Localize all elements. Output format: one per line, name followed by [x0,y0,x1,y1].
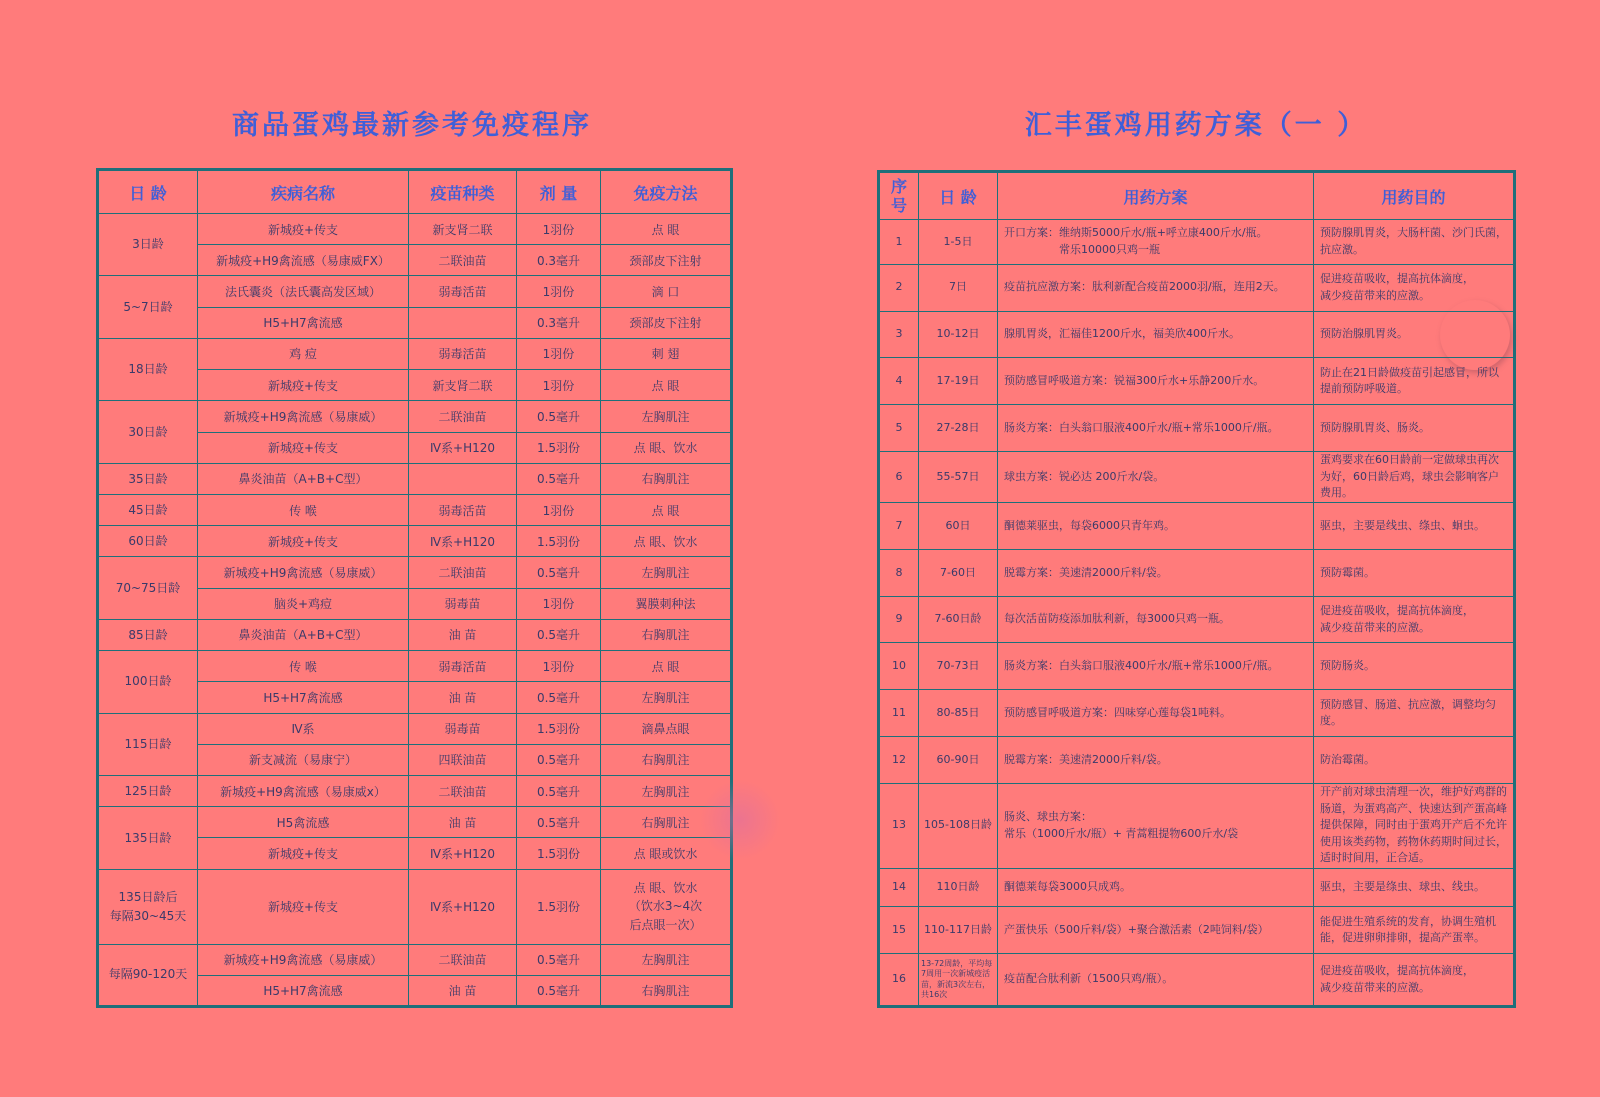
dose-cell: 1.5羽份 [517,432,601,463]
number-cell: 10 [879,643,919,690]
number-cell: 11 [879,690,919,737]
purpose-cell: 开产前对球虫清理一次，维护好鸡群的肠道，为蛋鸡高产、快速达到产蛋高峰提供保障，同时由于蛋鸡开产后不允许使用该类药物，药物休药期时间过长，适时时间用，正合适。 [1314,783,1515,868]
age-cell: 45日龄 [98,494,198,525]
age-cell: 35日龄 [98,463,198,494]
number-cell: 13 [879,783,919,868]
vaccine-program-title: 商品蛋鸡最新参考免疫程序 [232,110,592,141]
number-cell: 5 [879,405,919,452]
plan-cell: 每次活苗防疫添加肽利新，每3000只鸡一瓶。 [998,596,1314,643]
dose-cell: 1羽份 [517,338,601,369]
method-cell: 点 眼 [601,494,732,525]
vaccine-cell: 油 苗 [409,807,517,838]
table-row [98,869,732,944]
plan-cell: 酮德莱每袋3000只成鸡。 [998,868,1314,907]
method-cell: 左胸肌注 [601,682,732,713]
vaccine-header-row [98,170,732,214]
method-cell: 点 眼 [601,370,732,401]
plan-cell: 球虫方案：锐必达 200斤水/袋。 [998,451,1314,502]
table-row [98,807,732,838]
number-cell: 9 [879,596,919,643]
medicine-header-row [879,172,1515,220]
dose-cell: 1羽份 [517,370,601,401]
disease-cell: 新城疫+传支 [198,838,409,869]
age-cell: 100日龄 [98,651,198,713]
purpose-cell: 预防肠炎。 [1314,643,1515,690]
purpose-cell: 防止在21日龄做疫苗引起感冒，所以提前预防呼吸道。 [1314,358,1515,405]
header-plan: 用药方案 [998,172,1314,220]
vaccine-program-table [96,168,733,1008]
method-cell: 左胸肌注 [601,944,732,975]
table-row [98,463,732,494]
dose-cell: 1羽份 [517,276,601,307]
age-cell: 7-60日龄 [919,596,998,643]
dose-cell: 0.5毫升 [517,619,601,650]
plan-cell: 预防感冒呼吸道方案：四味穿心莲每袋1吨料。 [998,690,1314,737]
number-cell: 14 [879,868,919,907]
page-curl-shadow [1440,300,1510,370]
vaccine-cell: Ⅳ系+H120 [409,838,517,869]
method-cell: 滴 口 [601,276,732,307]
dose-cell: 0.3毫升 [517,307,601,338]
vaccine-cell: 油 苗 [409,619,517,650]
header-dose: 剂 量 [517,170,601,214]
age-cell: 125日龄 [98,775,198,806]
vaccine-cell: 二联油苗 [409,775,517,806]
number-cell: 6 [879,451,919,502]
plan-cell: 产蛋快乐（500斤料/袋）+聚合激活素（2吨饲料/袋） [998,907,1314,954]
method-cell: 右胸肌注 [601,463,732,494]
disease-cell: 传 喉 [198,651,409,682]
purpose-cell: 蛋鸡要求在60日龄前一定做球虫再次为好，60日龄后鸡，球虫会影响客户费用。 [1314,451,1515,502]
plan-cell: 酮德莱驱虫，每袋6000只青年鸡。 [998,503,1314,550]
plan-cell: 肠炎方案：白头翁口服液400斤水/瓶+常乐1000斤/瓶。 [998,643,1314,690]
vaccine-cell: 二联油苗 [409,557,517,588]
disease-cell: 鸡 痘 [198,338,409,369]
purpose-cell: 促进疫苗吸收，提高抗体滴度， 减少疫苗带来的应激。 [1314,264,1515,311]
method-cell: 颈部皮下注射 [601,307,732,338]
table-row [98,214,732,245]
table-row [98,526,732,557]
method-cell: 点 眼 [601,651,732,682]
flower-watermark [700,780,780,860]
disease-cell: 新城疫+H9禽流感（易康威FX） [198,245,409,276]
disease-cell: 脑炎+鸡痘 [198,588,409,619]
age-cell: 每隔90-120天 [98,944,198,1006]
header-age: 日 龄 [98,170,198,214]
table-row [98,651,732,682]
age-cell: 27-28日 [919,405,998,452]
dose-cell: 1.5羽份 [517,713,601,744]
plan-cell: 脱霉方案：美速清2000斤料/袋。 [998,549,1314,596]
table-row [98,619,732,650]
vaccine-cell: 弱毒活苗 [409,276,517,307]
dose-cell: 1.5羽份 [517,526,601,557]
vaccine-cell [409,463,517,494]
table-row [879,907,1515,954]
purpose-cell: 驱虫，主要是线虫、绦虫、蛔虫。 [1314,503,1515,550]
age-cell: 30日龄 [98,401,198,463]
plan-cell: 开口方案：维纳斯5000斤水/瓶+呼立康400斤水/瓶。 常乐10000只鸡一瓶 [998,220,1314,265]
vaccine-cell: 弱毒苗 [409,588,517,619]
method-cell: 左胸肌注 [601,401,732,432]
method-cell: 点 眼、饮水 （饮水3~4次 后点眼一次） [601,869,732,944]
age-cell: 135日龄后 每隔30~45天 [98,869,198,944]
disease-cell: 法氏囊炎（法氏囊高发区域） [198,276,409,307]
method-cell: 左胸肌注 [601,557,732,588]
age-cell: 85日龄 [98,619,198,650]
age-cell: 135日龄 [98,807,198,869]
dose-cell: 0.5毫升 [517,807,601,838]
dose-cell: 1.5羽份 [517,869,601,944]
method-cell: 点 眼或饮水 [601,838,732,869]
number-cell: 4 [879,358,919,405]
method-cell: 右胸肌注 [601,975,732,1006]
plan-cell: 肠炎、球虫方案： 常乐（1000斤水/瓶）+ 青蒿粗提物600斤水/袋 [998,783,1314,868]
table-row [879,220,1515,265]
table-row [879,954,1515,1007]
method-cell: 颈部皮下注射 [601,245,732,276]
disease-cell: 新城疫+H9禽流感（易康威x） [198,775,409,806]
plan-cell: 肠炎方案：白头翁口服液400斤水/瓶+常乐1000斤/瓶。 [998,405,1314,452]
age-cell: 13-72周龄，平均每7周用一次新城疫活苗，新流3次左右，共16次 [919,954,998,1007]
vaccine-cell [409,307,517,338]
medicine-table-body [879,220,1515,1007]
table-row [879,358,1515,405]
dose-cell: 1羽份 [517,214,601,245]
method-cell: 右胸肌注 [601,619,732,650]
medicine-plan-title: 汇丰蛋鸡用药方案（一 ） [1024,110,1368,141]
vaccine-cell: 二联油苗 [409,245,517,276]
plan-cell: 疫苗抗应激方案：肽利新配合疫苗2000羽/瓶，连用2天。 [998,264,1314,311]
age-cell: 10-12日 [919,311,998,358]
dose-cell: 1羽份 [517,651,601,682]
table-row [879,643,1515,690]
table-row [98,557,732,588]
table-row [98,713,732,744]
header-age: 日 龄 [919,172,998,220]
dose-cell: 0.5毫升 [517,744,601,775]
number-cell: 8 [879,549,919,596]
table-row [98,276,732,307]
vaccine-cell: 新支肾二联 [409,214,517,245]
purpose-cell: 防治霉菌。 [1314,736,1515,783]
number-cell: 2 [879,264,919,311]
plan-cell: 预防感冒呼吸道方案：锐福300斤水+乐静200斤水。 [998,358,1314,405]
disease-cell: H5+H7禽流感 [198,975,409,1006]
table-row [879,311,1515,358]
table-row [879,405,1515,452]
purpose-cell: 预防感冒、肠道、抗应激，调整均匀度。 [1314,690,1515,737]
dose-cell: 1羽份 [517,494,601,525]
age-cell: 105-108日龄 [919,783,998,868]
table-row [98,494,732,525]
vaccine-cell: 油 苗 [409,682,517,713]
age-cell: 70-73日 [919,643,998,690]
age-cell: 60-90日 [919,736,998,783]
age-cell: 55-57日 [919,451,998,502]
number-cell: 12 [879,736,919,783]
vaccine-cell: 四联油苗 [409,744,517,775]
plan-cell: 脱霉方案：美速清2000斤料/袋。 [998,736,1314,783]
dose-cell: 0.5毫升 [517,944,601,975]
header-method: 免疫方法 [601,170,732,214]
dose-cell: 0.5毫升 [517,557,601,588]
vaccine-cell: 弱毒苗 [409,713,517,744]
age-cell: 60日龄 [98,526,198,557]
age-cell: 80-85日 [919,690,998,737]
disease-cell: 鼻炎油苗（A+B+C型） [198,463,409,494]
disease-cell: 传 喉 [198,494,409,525]
table-row [879,451,1515,502]
disease-cell: 新城疫+H9禽流感（易康威） [198,944,409,975]
table-row [98,944,732,975]
age-cell: 5~7日龄 [98,276,198,338]
vaccine-cell: 油 苗 [409,975,517,1006]
dose-cell: 0.5毫升 [517,682,601,713]
vaccine-cell: 弱毒活苗 [409,338,517,369]
plan-cell: 疫苗配合肽利新（1500只鸡/瓶）。 [998,954,1314,1007]
dose-cell: 0.5毫升 [517,401,601,432]
purpose-cell: 驱虫，主要是绦虫、球虫、线虫。 [1314,868,1515,907]
method-cell: 左胸肌注 [601,775,732,806]
age-cell: 60日 [919,503,998,550]
table-row [98,338,732,369]
table-row [98,775,732,806]
table-row [879,549,1515,596]
age-cell: 17-19日 [919,358,998,405]
number-cell: 3 [879,311,919,358]
dose-cell: 0.5毫升 [517,975,601,1006]
disease-cell: 新支减流（易康宁） [198,744,409,775]
table-row [879,264,1515,311]
age-cell: 70~75日龄 [98,557,198,619]
vaccine-cell: Ⅳ系+H120 [409,526,517,557]
vaccine-cell: 弱毒活苗 [409,651,517,682]
disease-cell: 新城疫+传支 [198,526,409,557]
dose-cell: 1.5羽份 [517,838,601,869]
dose-cell: 0.3毫升 [517,245,601,276]
table-row [879,690,1515,737]
vaccine-cell: 二联油苗 [409,401,517,432]
table-row [98,401,732,432]
table-row [879,596,1515,643]
method-cell: 点 眼、饮水 [601,526,732,557]
age-cell: 18日龄 [98,338,198,400]
disease-cell: 新城疫+H9禽流感（易康威） [198,401,409,432]
method-cell: 刺 翅 [601,338,732,369]
table-row [879,736,1515,783]
method-cell: 点 眼、饮水 [601,432,732,463]
number-cell: 15 [879,907,919,954]
age-cell: 110日龄 [919,868,998,907]
disease-cell: 新城疫+传支 [198,869,409,944]
age-cell: 115日龄 [98,713,198,775]
purpose-cell: 促进疫苗吸收，提高抗体滴度， 减少疫苗带来的应激。 [1314,596,1515,643]
vaccine-table-body [98,214,732,1007]
method-cell: 右胸肌注 [601,744,732,775]
purpose-cell: 预防治腺肌胃炎。 [1314,311,1515,358]
vaccine-cell: 弱毒活苗 [409,494,517,525]
method-cell: 滴鼻点眼 [601,713,732,744]
vaccine-cell: 新支肾二联 [409,370,517,401]
age-cell: 110-117日龄 [919,907,998,954]
age-cell: 3日龄 [98,214,198,276]
disease-cell: 新城疫+H9禽流感（易康威） [198,557,409,588]
age-cell: 7-60日 [919,549,998,596]
method-cell: 右胸肌注 [601,807,732,838]
dose-cell: 0.5毫升 [517,775,601,806]
purpose-cell: 能促进生殖系统的发育，协调生殖机能，促进卵卵排卵，提高产蛋率。 [1314,907,1515,954]
header-disease: 疾病名称 [198,170,409,214]
number-cell: 1 [879,220,919,265]
disease-cell: 鼻炎油苗（A+B+C型） [198,619,409,650]
table-row [879,783,1515,868]
purpose-cell: 预防腺肌胃炎、肠炎。 [1314,405,1515,452]
disease-cell: H5禽流感 [198,807,409,838]
disease-cell: 新城疫+传支 [198,370,409,401]
purpose-cell: 预防霉菌。 [1314,549,1515,596]
table-row [879,868,1515,907]
vaccine-cell: Ⅳ系+H120 [409,869,517,944]
plan-cell: 腺肌胃炎，汇福佳1200斤水，福美欣400斤水。 [998,311,1314,358]
disease-cell: H5+H7禽流感 [198,682,409,713]
number-cell: 7 [879,503,919,550]
number-cell: 16 [879,954,919,1007]
method-cell: 翼膜刺种法 [601,588,732,619]
dose-cell: 0.5毫升 [517,463,601,494]
purpose-cell: 预防腺肌胃炎，大肠杆菌、沙门氏菌，抗应激。 [1314,220,1515,265]
disease-cell: Ⅳ系 [198,713,409,744]
header-purpose: 用药目的 [1314,172,1515,220]
table-row [879,503,1515,550]
dose-cell: 1羽份 [517,588,601,619]
header-vaccine-type: 疫苗种类 [409,170,517,214]
disease-cell: 新城疫+传支 [198,214,409,245]
method-cell: 点 眼 [601,214,732,245]
disease-cell: H5+H7禽流感 [198,307,409,338]
vaccine-cell: 二联油苗 [409,944,517,975]
purpose-cell: 促进疫苗吸收，提高抗体滴度， 减少疫苗带来的应激。 [1314,954,1515,1007]
header-number: 序 号 [879,172,919,220]
disease-cell: 新城疫+传支 [198,432,409,463]
vaccine-cell: Ⅳ系+H120 [409,432,517,463]
age-cell: 7日 [919,264,998,311]
age-cell: 1-5日 [919,220,998,265]
medicine-plan-table [877,170,1516,1008]
